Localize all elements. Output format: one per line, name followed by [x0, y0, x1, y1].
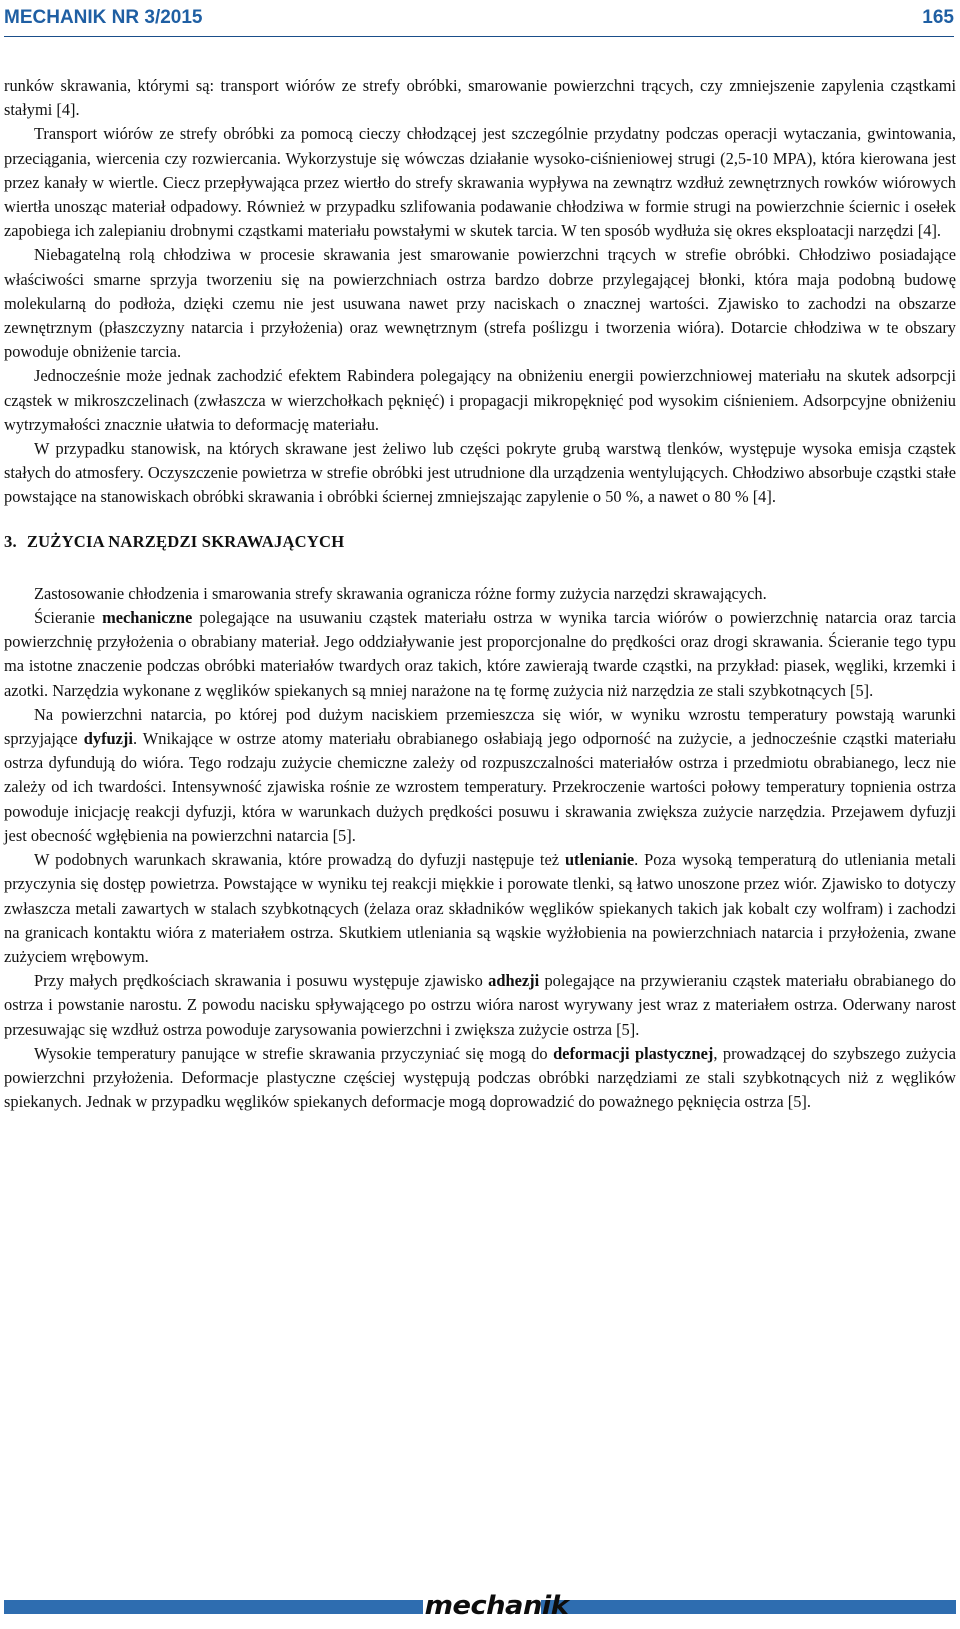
- body-paragraph: [4, 1042, 956, 1115]
- bold-term: dyfuzji: [83, 729, 133, 749]
- paragraph-text: Jednocześnie może jednak zachodzić efektem Rabindera polegający na obniżeniu energii powierzchniowej materiału na skutek adsorpcji cząstek w mikroszczelinach (zwłaszcza w wierzchołkach pęknięć) i propagacji mikropęknięć pod wysokim ciśnieniem. Adsorpcyjne obniżeniu wytrzymałości znacznie ułatwia to deformację materiału.: [4, 366, 956, 434]
- section-heading: [4, 530, 956, 554]
- paragraph-text: Transport wiórów ze strefy obróbki za pomocą cieczy chłodzącej jest szczególnie przydatny podczas operacji wytaczania, gwintowania, przeciągania, wiercenia czy rozwiercania. Wykorzystuje się wówczas działanie wysoko-ciśnieniowej strugi (2,5-10 MPA), która kierowana jest przez kanały w wiertle. Ciecz przepływająca przez wiertło do strefy skrawania wypływa na zewnątrz wzdłuż zewnętrznych rowków wiórowych wiertła unosząc materiał odpadowy. Również w przypadku szlifowania podawanie chłodziwa w formie strugi na powierzchnie ściernic i osełek zapobiega ich zalepianiu drobnymi cząstkami materiału powstałymi w skutek tarcia. W ten sposób wydłuża się okres eksploatacji narzędzi [4].: [4, 124, 956, 241]
- body-paragraph: [4, 437, 956, 510]
- journal-title: MECHANIK NR 3/2015: [4, 7, 203, 28]
- paragraph-text: polegające na usuwaniu cząstek materiału ostrza w wynika tarcia wiórów o powierzchnię natarcia oraz tarcia powierzchnię przyłożenia o obrabiany materiał. Jego oddziaływanie jest proporcjonalne do prędkości oraz drogi skrawania. Ścieranie tego typu ma istotne znaczenie podczas obróbki materiałów twardych oraz takich, które zawierają twarde cząstki, na przykład: piasek, węgliki, krzemki i azotki. Narzędzia wykonane z węglików spiekanych są mniej narażone na tę formę zużycia niż narzędzia ze stali szybkotnących [5].: [4, 608, 956, 700]
- paragraph-text: Niebagatelną rolą chłodziwa w procesie skrawania jest smarowanie powierzchni trących w strefie obróbki. Chłodziwo posiadające właściwości smarne sprzyja tworzeniu się na powierzchniach ostrza bardzo dobrze przylegającej błonki, która maja podobną budowę molekularną do podłoża, dzięki czemu nie jest usuwana nawet przy naciskach o znacznej wartości. Zjawisko to zachodzi na obszarze zewnętrznym (płaszczyzny natarcia i przyłożenia) oraz wewnętrznym (strefa poślizgu i tworzenia wióra). Dotarcie chłodziwa w te obszary powoduje obniżenie tarcia.: [4, 245, 956, 362]
- paragraph-text: Przy małych prędkościach skrawania i posuwu występuje zjawisko: [34, 971, 489, 991]
- body-paragraph: [4, 582, 956, 606]
- page-footer: [4, 1591, 956, 1621]
- bold-term: mechaniczne: [102, 608, 193, 628]
- body-paragraph: [4, 364, 956, 437]
- paragraph-text: polegające na przywieraniu cząstek materiału obrabianego do ostrza i powstanie narostu. Z powodu nacisku spływającego po ostrzu wióra narost wyrywany jest wraz z materiałem ostrza. Oderwany narost przesuwając się wzdłuż ostrza powoduje zarysowania powierzchni i zwiększa zużycie ostrza [5].: [4, 971, 956, 1039]
- body-paragraph: [4, 606, 956, 703]
- bold-term: deformacji plastycznej: [553, 1043, 714, 1063]
- paragraph-text: , prowadzącej do szybszego zużycia powierzchni przyłożenia. Deformacje plastyczne częściej występują podczas obróbki narzędziami ze stali szybkotnących niż z węglików spiekanych. Jednak w przypadku węglików spiekanych deformacje mogą doprowadzić do poważnego pęknięcia ostrza [5].: [4, 1043, 956, 1112]
- body-paragraph: [4, 969, 956, 1042]
- section-title: ZUŻYCIA NARZĘDZI SKRAWAJĄCYCH: [26, 531, 345, 551]
- mechanik-logo: mechanik: [424, 1591, 569, 1621]
- paragraph-text: runków skrawania, którymi są: transport wiórów ze strefy obróbki, smarowanie powierzchni trących, czy zmniejszenie zapylenia cząstkami stałymi [4].: [4, 76, 956, 120]
- article-body: [4, 74, 956, 1114]
- paragraph-text: W przypadku stanowisk, na których skrawane jest żeliwo lub części pokryte grubą warstwą tlenków, występuje wysoka emisja cząstek stałych do atmosfery. Oczyszczenie powietrza w strefie obróbki jest utrudnione dla urządzenia wentylujących. Chłodziwo absorbuje cząstki stałe powstające na stanowiskach obróbki skrawania i obróbki ściernej zmniejszając zapylenie o 50 %, a nawet o 80 % [4].: [4, 439, 956, 507]
- body-paragraph: [4, 848, 956, 969]
- paragraph-text: . Poza wysoką temperaturą do utleniania metali przyczynia się dostęp powietrza. Powstające w wyniku tej reakcji miękkie i porowate tlenki, są łatwo unoszone przez wiór. Zjawisko to dotyczy zwłaszcza metali zawartych w stalach szybkotnących (żelaza oraz składników węglików spiekanych takich jak kobalt czy wolfram) i zachodzi na granicach kontaktu wióra z materiałem ostrza. Skutkiem utleniania są wąskie wyżłobienia na powierzchniach natarcia i przyłożenia, zwane zużyciem wrębowym.: [4, 850, 956, 966]
- body-paragraph: [4, 122, 956, 243]
- page-number: 165: [922, 7, 954, 28]
- section-number: 3.: [4, 531, 17, 551]
- page-header: [4, 4, 954, 37]
- paragraph-text: W podobnych warunkach skrawania, które prowadzą do dyfuzji następuje też: [34, 850, 565, 870]
- bold-term: adhezji: [488, 971, 540, 991]
- body-paragraph: [4, 243, 956, 364]
- paragraph-text: Wysokie temperatury panujące w strefie skrawania przyczyniać się mogą do: [34, 1043, 554, 1063]
- body-paragraph: [4, 74, 956, 122]
- bold-term: utlenianie: [564, 850, 635, 870]
- paragraph-text: Na powierzchni natarcia, po której pod dużym naciskiem przemieszcza się wiór, w wyniku wzrostu temperatury powstają warunki sprzyjające: [4, 704, 956, 749]
- paragraph-text: Zastosowanie chłodzenia i smarowania strefy skrawania ogranicza różne formy zużycia narzędzi skrawających.: [34, 583, 767, 603]
- body-paragraph: [4, 703, 956, 848]
- paragraph-text: Ścieranie: [34, 608, 103, 628]
- paragraph-text: . Wnikające w ostrze atomy materiału obrabianego osłabiają jego odporność na zużycie, a jednocześnie cząstki materiału ostrza dyfundują do wióra. Tego rodzaju zużycie chemiczne zależy od rozpuszczalności materiałów ostrza i przedmiotu obrabianego, lecz nie zależy od ich twardości. Intensywność zjawiska rośnie ze wzrostem temperatury. Przekroczenie wartości połowy temperatury topnienia ostrza powoduje inicjację reakcji dyfuzji, która w warunkach dużych prędkości posuwu i skrawania zwiększa zużycie narzędzia. Przejawem dyfuzji jest obecność wgłębienia na powierzchni natarcia [5].: [4, 729, 957, 845]
